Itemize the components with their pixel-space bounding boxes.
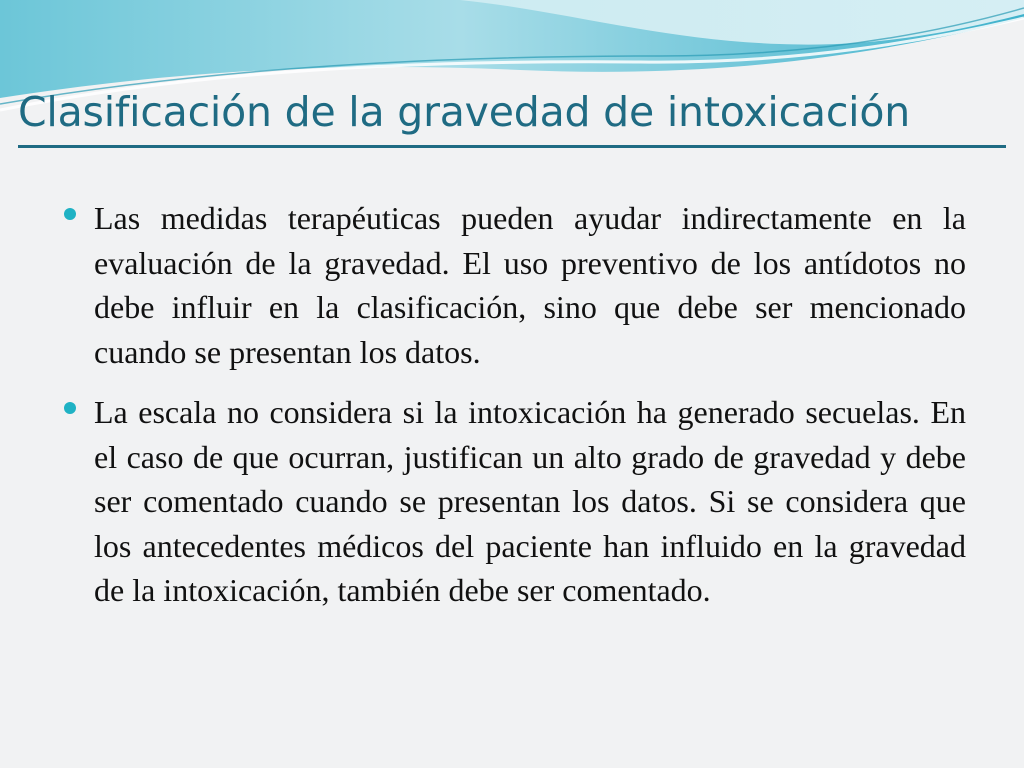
bullet-text: Las medidas terapéuticas pueden ayudar indirectamente en la evaluación de la gravedad. El uso preventivo de los antídotos no debe influir en la clasificación, sino que debe ser mencionado cuando se presentan los datos.: [94, 200, 966, 370]
bullet-dot-icon: [64, 208, 76, 220]
bullet-dot-icon: [64, 402, 76, 414]
bullet-item-2: [64, 390, 966, 613]
title-underline: [18, 145, 1006, 148]
bullet-list: [64, 196, 966, 629]
bullet-item-1: [64, 196, 966, 374]
bullet-text: La escala no considera si la intoxicación ha generado secuelas. En el caso de que ocurran, justifican un alto grado de gravedad y debe ser comentado cuando se presentan los datos. Si se considera que los antecedentes médicos del paciente han influido en la gravedad de la intoxicación, también debe ser comentado.: [94, 394, 966, 608]
slide-title: Clasificación de la gravedad de intoxicación: [18, 88, 911, 136]
